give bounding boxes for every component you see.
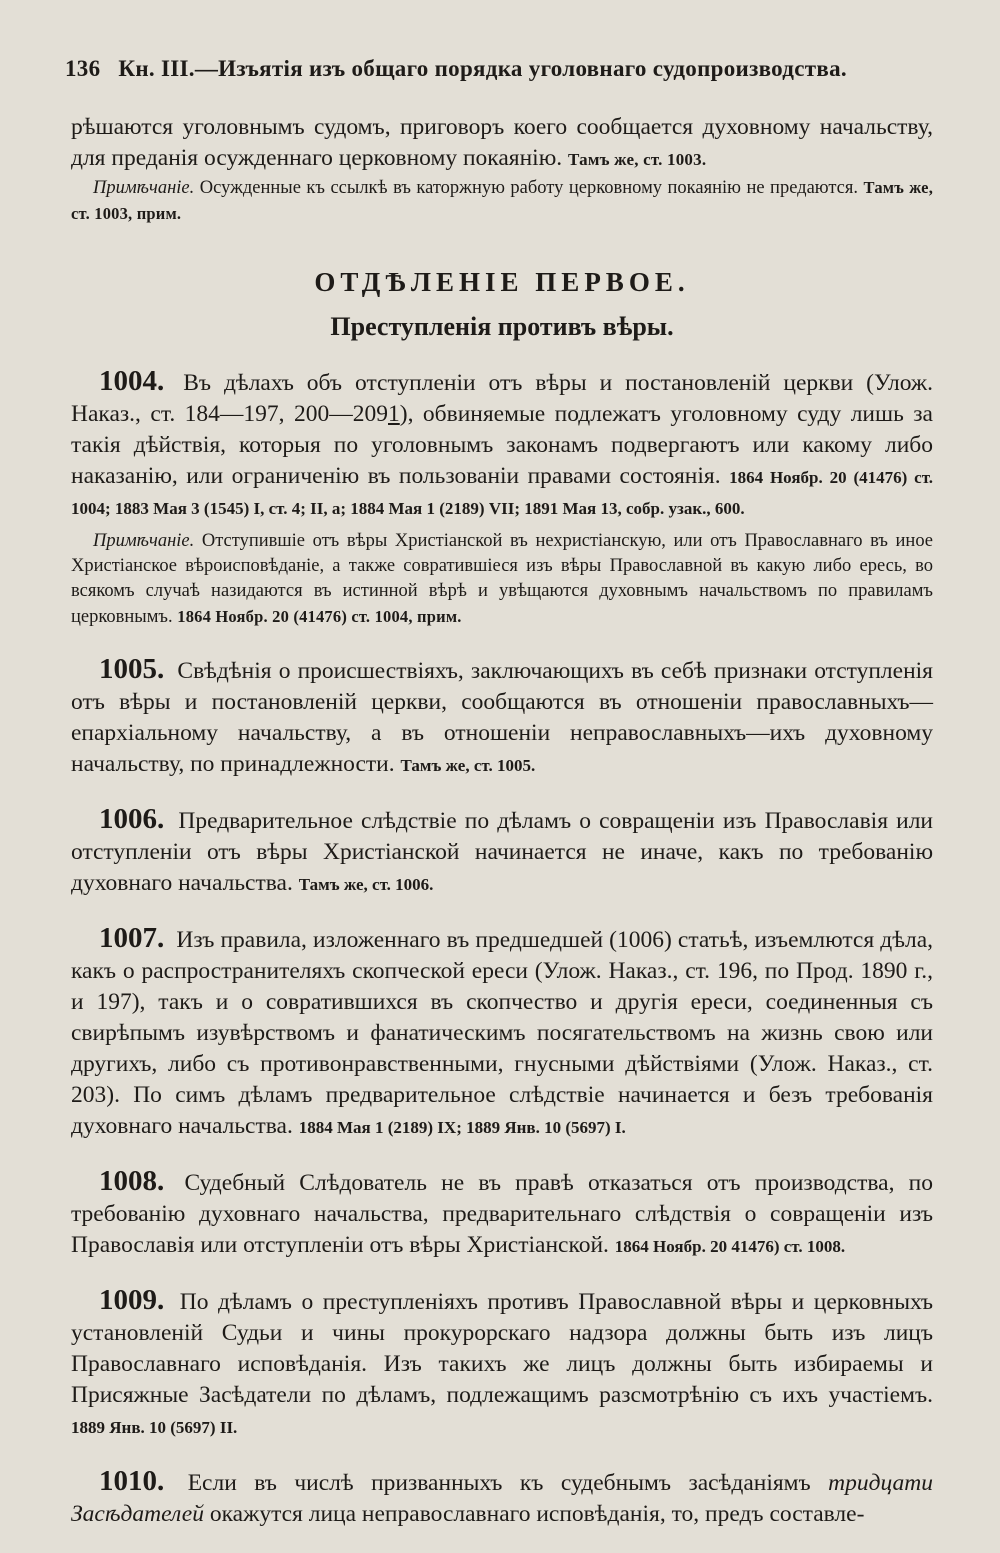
article-number: 1008. (99, 1165, 165, 1197)
article-number: 1010. (99, 1465, 165, 1497)
section-title: ОТДѢЛЕНІЕ ПЕРВОЕ. (314, 267, 690, 297)
article-text: Свѣдѣнія о происшествіяхъ, заключающихъ въ себѣ признаки отступленія отъ вѣры и постановленій церкви, сообщаются въ отношеніи православныхъ—епархіальному начальству, а въ отношеніи неправославныхъ—ихъ духовному начальству, по принадлежности. (71, 658, 933, 777)
article-text: Въ дѣлахъ объ отступленіи отъ вѣры и постановленій церкви (Улож. Наказ., ст. 184—197, 200—209 (71, 370, 934, 427)
intro-citation: Тамъ же, ст. 1003. (568, 150, 707, 169)
article-text-cont: окажутся лица неправославнаго исповѣданія, то, предъ составле- (209, 1501, 865, 1527)
article-citation: 1889 Янв. 10 (5697) II. (71, 1418, 238, 1437)
article-text: Изъ правила, изложеннаго въ предшедшей (1006) статьѣ, изъемлются дѣла, какъ о распространителяхъ скопческой ереси (Улож. Наказ., ст. 196, по Прод. 1890 г., и 197), такъ и о совратившихся въ скопчество и другія ереси, соединенныя съ свирѣпымъ изувѣрствомъ и фанатическимъ посягательствомъ на жизнь свою или другихъ, либо съ противонравственными, гнусными дѣйствіями (Улож. Наказ., ст. 203). По симъ дѣламъ предварительное слѣдствіе начинается и безъ требованія духовнаго начальства. (71, 927, 934, 1139)
article-text: По дѣламъ о преступленіяхъ противъ Православной вѣры и церковныхъ установленій Судьи и чины прокурорскаго надзора должны быть изъ лицъ Православнаго исповѣданія. Изъ такихъ же лицъ должны быть избираемы и Присяжные Засѣдатели по дѣламъ, подлежащимъ разсмотрѣнію съ ихъ участіемъ. (71, 1289, 933, 1408)
intro-text: рѣшаются уголовнымъ судомъ, приговоръ коего сообщается духовному начальству, для преданія осужденнаго церковному покаянію. (71, 114, 933, 171)
article-1004-note (71, 529, 933, 630)
article-number: 1005. (99, 653, 165, 685)
article-number: 1006. (99, 803, 165, 835)
intro-paragraph (71, 112, 933, 175)
note-label: Примѣчаніе. (93, 178, 195, 198)
article-citation: Тамъ же, ст. 1005. (400, 756, 536, 775)
note-label: Примѣчаніе. (93, 531, 195, 551)
article-1008 (71, 1166, 933, 1261)
article-text-italic: тридцати Засѣдателей (71, 1470, 934, 1527)
section-subtitle: Преступленія противъ вѣры. (330, 312, 674, 341)
note-text: Отступившіе отъ вѣры Христіанской въ нехристіанскую, или отъ Православнаго въ иное Христіанское вѣроисповѣданіе, а также совратившіеся изъ вѣры Православной въ какую либо ересь, во всякомъ случаѣ назидаются въ истинной вѣрѣ и увѣщаются духовнымъ начальствомъ по правиламъ церковнымъ. (71, 531, 934, 627)
article-1010 (71, 1466, 933, 1530)
footnote-mark: 1 (388, 401, 400, 427)
article-citation: Тамъ же, ст. 1006. (298, 875, 434, 894)
article-1006 (71, 804, 933, 899)
article-number: 1009. (99, 1284, 165, 1316)
page-number: 136 (65, 56, 101, 81)
article-text: Судебный Слѣдователь не въ правѣ отказаться отъ производства, по требованію духовнаго начальства, предварительнаго слѣдствія о совращеніи изъ Православія или отступленіи отъ вѣры Христіанской. (71, 1170, 933, 1258)
article-text: Предварительное слѣдствіе по дѣламъ о совращеніи изъ Православія или отступленіи отъ вѣры Христіанской начинается не иначе, какъ по требованію духовнаго начальства. (71, 808, 934, 896)
article-citation: 1864 Ноябр. 20 41476) ст. 1008. (614, 1237, 846, 1256)
article-text-cont: ), обвиняемые подлежатъ уголовному суду лишь за такія дѣйствія, которыя по уголовнымъ законамъ подвергаютъ или какому либо наказанію, или ограниченію въ пользованіи правами состоянія. (71, 401, 933, 489)
article-1005 (71, 654, 933, 780)
note-text: Осужденные къ ссылкѣ въ каторжную работу церковному покаянію не предаются. (199, 178, 859, 198)
article-number: 1004. (99, 365, 165, 397)
running-title: Кн. III.—Изъятія изъ общаго порядка уголовнаго судопроизводства. (118, 56, 847, 81)
article-1004 (71, 366, 933, 523)
article-citation: 1884 Мая 1 (2189) IX; 1889 Янв. 10 (5697) I. (298, 1118, 626, 1137)
article-text: Если въ числѣ призванныхъ къ судебнымъ засѣданіямъ (187, 1470, 811, 1496)
article-1009 (71, 1285, 933, 1442)
note-citation: 1864 Ноябр. 20 (41476) ст. 1004, прим. (177, 607, 462, 626)
article-1007 (71, 923, 933, 1142)
intro-note (71, 175, 933, 227)
note-citation: Тамъ же, ст. 1003, прим. (71, 178, 934, 223)
page-body (71, 112, 933, 1530)
running-header (65, 56, 895, 82)
article-citation: 1864 Ноябр. 20 (41476) ст. 1004; 1883 Мая 3 (1545) I, ст. 4; II, а; 1884 Мая 1 (2189) VII; 1891 Мая 13, собр. узак., 600. (71, 468, 934, 518)
article-number: 1007. (99, 922, 165, 954)
